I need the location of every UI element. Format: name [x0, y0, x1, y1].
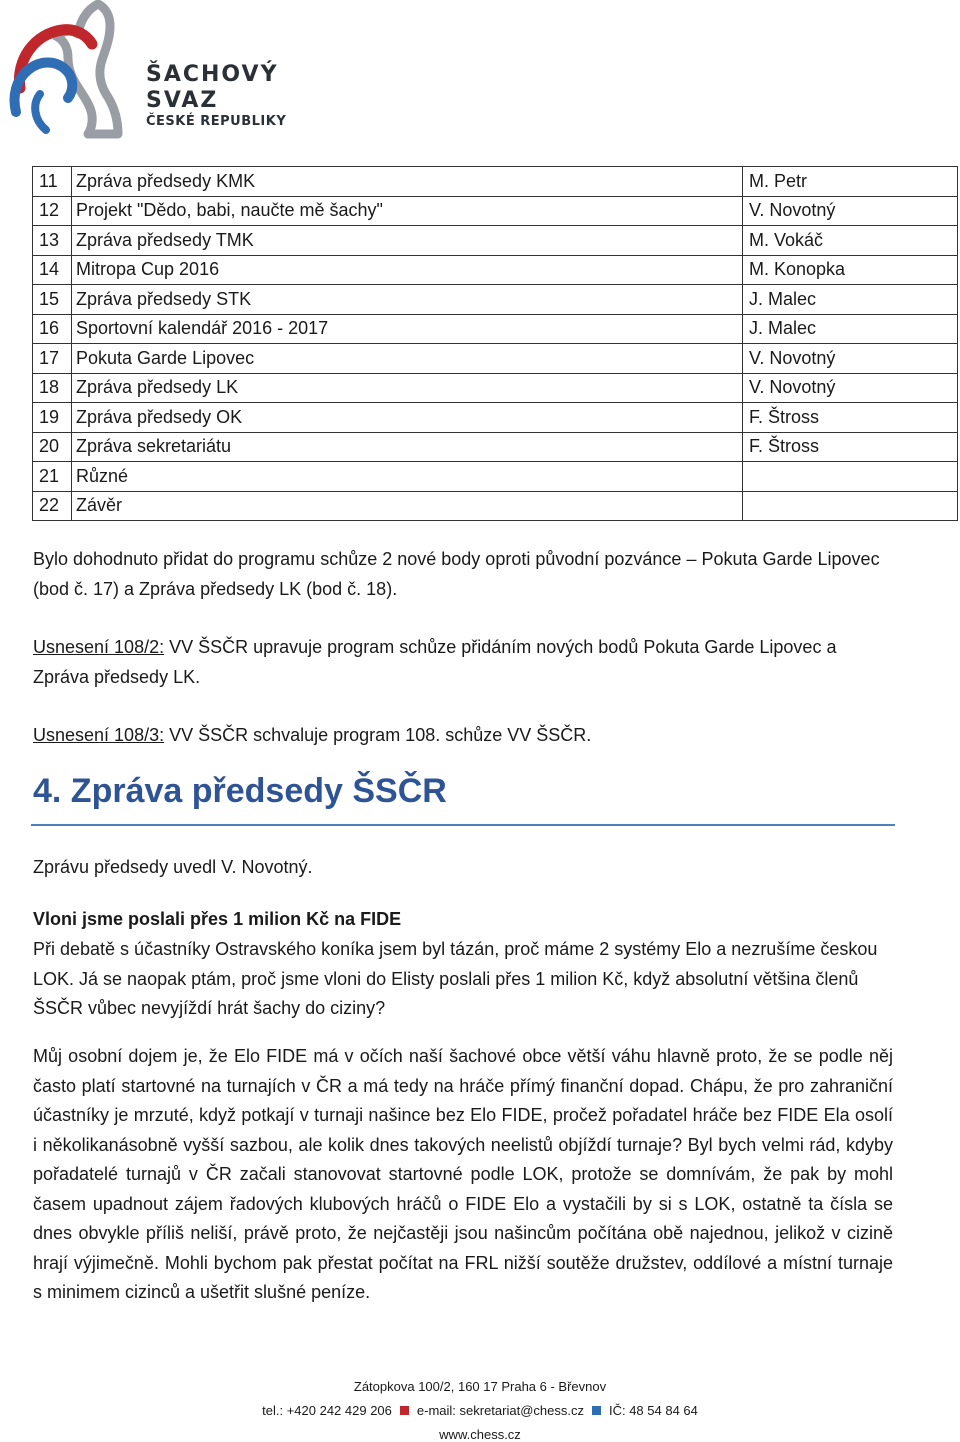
- footer-website[interactable]: www.chess.cz: [439, 1427, 521, 1442]
- logo-line-2: SVAZ: [146, 88, 219, 113]
- agenda-title: Zpráva sekretariátu: [72, 432, 743, 462]
- agenda-title: Zpráva předsedy TMK: [72, 226, 743, 256]
- agenda-title: Zpráva předsedy KMK: [72, 167, 743, 197]
- report-intro: Zprávu předsedy uvedl V. Novotný.: [33, 857, 313, 877]
- resolution-108-3-text: VV ŠSČR schvaluje program 108. schůze VV ŠSČR.: [164, 725, 592, 745]
- agenda-title: Sportovní kalendář 2016 - 2017: [72, 314, 743, 344]
- logo-line-3: ČESKÉ REPUBLIKY: [146, 114, 287, 129]
- agenda-row: [33, 196, 958, 226]
- agenda-presenter: [743, 462, 958, 492]
- heading-underline: [31, 824, 895, 826]
- red-square-icon: [400, 1406, 409, 1415]
- footer-address: Zátopkova 100/2, 160 17 Praha 6 - Břevnov: [353, 1379, 607, 1394]
- agenda-title: Zpráva předsedy LK: [72, 373, 743, 403]
- agenda-presenter: M. Konopka: [743, 255, 958, 285]
- resolution-108-3-label: Usnesení 108/3:: [33, 725, 165, 745]
- agenda-row: [33, 373, 958, 403]
- agenda-number: 17: [33, 344, 72, 374]
- agenda-presenter: M. Petr: [743, 167, 958, 197]
- blue-square-icon: [592, 1406, 601, 1415]
- agenda-number: 21: [33, 462, 72, 492]
- agenda-title: Různé: [72, 462, 743, 492]
- agenda-presenter: M. Vokáč: [743, 226, 958, 256]
- agenda-row: [33, 491, 958, 521]
- agenda-title: Pokuta Garde Lipovec: [72, 344, 743, 374]
- resolution-108-2-label: Usnesení 108/2:: [33, 637, 165, 657]
- agenda-number: 15: [33, 285, 72, 315]
- agenda-table-body: [33, 167, 958, 521]
- footer-contacts: [0, 1403, 960, 1418]
- resolution-108-3: [33, 721, 893, 751]
- agreement-paragraph: Bylo dohodnuto přidat do programu schůze 2 nové body oproti původní pozvánce – Pokuta Garde Lipovec (bod č. 17) a Zpráva předsedy LK (bod č. 18).: [33, 549, 880, 599]
- agenda-row: [33, 285, 958, 315]
- agenda-number: 22: [33, 491, 72, 521]
- agenda-row: [33, 314, 958, 344]
- footer-email: e-mail: sekretariat@chess.cz: [416, 1403, 584, 1418]
- agenda-number: 20: [33, 432, 72, 462]
- agenda-table: [32, 166, 958, 521]
- report-paragraph-1: Při debatě s účastníky Ostravského koníka jsem byl tázán, proč máme 2 systémy Elo a nezrušíme českou LOK. Já se naopak ptám, proč jsme vloni do Elisty poslali přes 1 milion Kč, když absolutní většina členů ŠSČR vůbec nevyjíždí hrát šachy do ciziny?: [33, 939, 878, 1018]
- agenda-title: Mitropa Cup 2016: [72, 255, 743, 285]
- agenda-row: [33, 226, 958, 256]
- agenda-number: 11: [33, 167, 72, 197]
- agenda-row: [33, 403, 958, 433]
- footer-ic: IČ: 48 54 84 64: [608, 1403, 698, 1418]
- agenda-number: 12: [33, 196, 72, 226]
- agenda-presenter: F. Štross: [743, 403, 958, 433]
- agenda-row: [33, 167, 958, 197]
- agenda-number: 19: [33, 403, 72, 433]
- agenda-row: [33, 344, 958, 374]
- agenda-presenter: V. Novotný: [743, 344, 958, 374]
- logo: [6, 0, 306, 140]
- agenda-title: Zpráva předsedy STK: [72, 285, 743, 315]
- knight-logo-icon: [6, 0, 146, 140]
- agenda-row: [33, 255, 958, 285]
- agenda-row: [33, 432, 958, 462]
- report-paragraph-2: Můj osobní dojem je, že Elo FIDE má v očích naší šachové obce větší váhu hlavně proto, že se podle něj často platí startovné na turnajích v ČR a má tedy na hráče přímý finanční dopad. Chápu, že pro zahraniční účastníky je mrzuté, když potkají v turnaji našince bez Elo FIDE, pročež pořadatel hráče bez FIDE Ela osolí i několikanásobně vyšší sazbou, ale kolik dnes takových neelistů objíždí turnaje? Byl bych velmi rád, kdyby pořadatelé turnajů v ČR začali stanovovat startovné podle LOK, protože se domnívám, že pak by mohl časem upadnout zájem řadových klubových hráčů o FIDE Elo a vystačili by si s LOK, ostatně ta čísla se dnes obvykle příliš neliší, právě proto, že nejčastěji jsou našincům počítána obě najednou, jelikož v cizině hrají výjimečně. Mohli bychom pak přestat počítat na FRL nižší soutěže družstev, oddílové a místní turnaje s minimem cizinců a ušetřit slušné peníze.: [33, 1046, 893, 1302]
- agenda-number: 14: [33, 255, 72, 285]
- logo-text: [146, 62, 286, 130]
- logo-line-1: ŠACHOVÝ: [146, 62, 279, 87]
- agenda-presenter: V. Novotný: [743, 196, 958, 226]
- agenda-presenter: F. Štross: [743, 432, 958, 462]
- agenda-number: 13: [33, 226, 72, 256]
- agenda-title: Zpráva předsedy OK: [72, 403, 743, 433]
- agenda-presenter: J. Malec: [743, 285, 958, 315]
- agenda-presenter: [743, 491, 958, 521]
- footer-tel: tel.: +420 242 429 206: [262, 1403, 392, 1418]
- agenda-presenter: J. Malec: [743, 314, 958, 344]
- section-heading: 4. Zpráva předsedy ŠSČR: [33, 772, 447, 810]
- resolution-108-2: [33, 633, 893, 692]
- agenda-row: [33, 462, 958, 492]
- agenda-title: Závěr: [72, 491, 743, 521]
- agenda-number: 18: [33, 373, 72, 403]
- report-subheading: Vloni jsme poslali přes 1 milion Kč na FIDE: [33, 909, 402, 929]
- resolution-108-2-text: VV ŠSČR upravuje program schůze přidáním nových bodů Pokuta Garde Lipovec a Zpráva předsedy LK.: [33, 637, 837, 687]
- agenda-presenter: V. Novotný: [743, 373, 958, 403]
- agenda-title: Projekt "Dědo, babi, naučte mě šachy": [72, 196, 743, 226]
- agenda-number: 16: [33, 314, 72, 344]
